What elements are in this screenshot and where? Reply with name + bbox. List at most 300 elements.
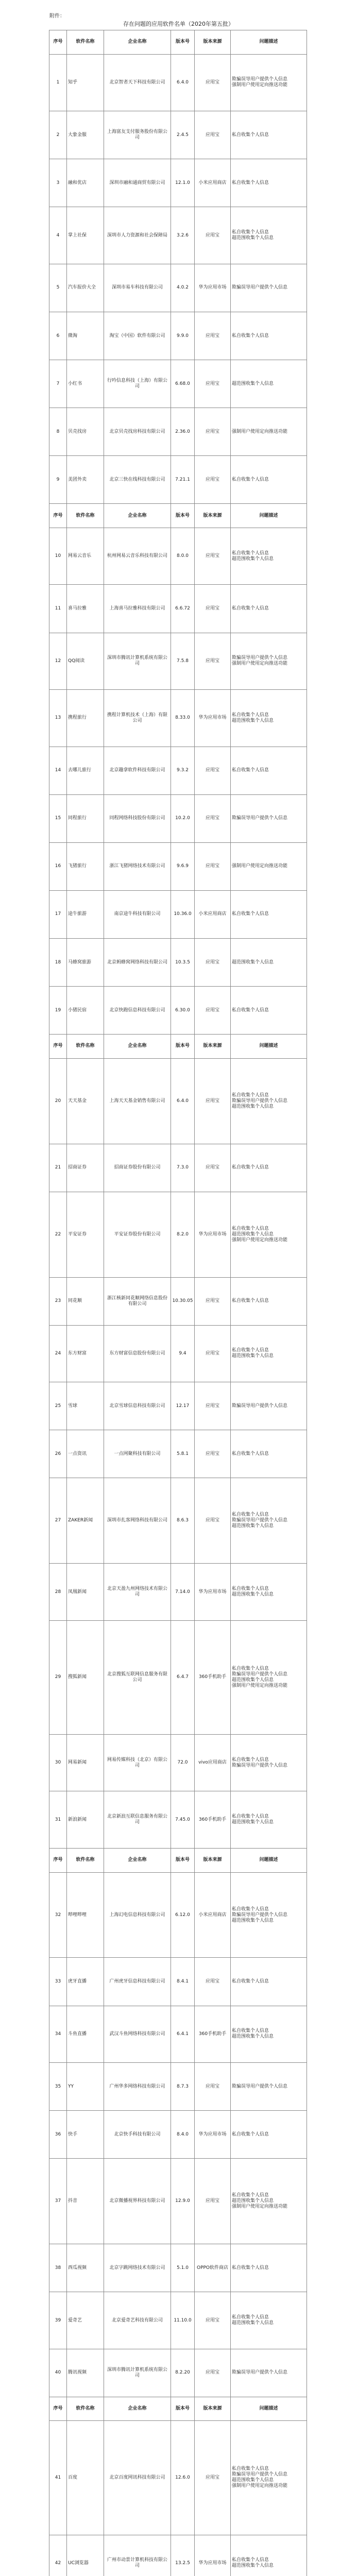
row-problem [231,1620,307,1734]
problem-item: 欺骗误导用户提供个人信息 [232,1912,288,1918]
row-seq: 18 [49,939,67,987]
header-problem: 问题描述 [231,30,307,55]
row-company: 深圳市易车科技有限公司 [104,264,171,312]
row-source: 应用宝 [195,585,231,633]
row-source: 应用宝 [195,2063,231,2111]
row-source: 应用宝 [195,1958,231,2006]
row-source: 应用宝 [195,794,231,842]
header-problem: 问题描述 [231,1849,307,1873]
problem-item: 强制用户使用定向推送功能 [232,82,288,88]
row-seq: 12 [49,633,67,690]
problem-item: 强制用户使用定向推送功能 [232,2204,288,2210]
row-source: 华为应用市场 [195,1564,231,1621]
row-source: 应用宝 [195,987,231,1035]
row-problem [231,1478,307,1564]
problem-item: 私自收集个人信息 [232,180,269,185]
table-row [49,1058,307,1144]
problem-item: 私自收集个人信息 [232,1512,269,1518]
row-company: 上海喜马拉雅科技有限公司 [104,585,171,633]
row-seq: 26 [49,1430,67,1478]
row-seq: 32 [49,1872,67,1958]
row-version: 5.8.1 [171,1430,195,1478]
row-seq: 33 [49,1958,67,2006]
problem-item: 欺骗误导用户提供个人信息 [232,2370,288,2376]
row-source: 华为应用市场 [195,1192,231,1277]
problem-item: 强制用户使用定向推送功能 [232,1683,288,1688]
row-seq: 41 [49,2421,67,2535]
header-seq: 序号 [49,1849,67,1873]
problem-item: 私自收集个人信息 [232,1586,269,1592]
row-company: 北京三快在线科技有限公司 [104,456,171,504]
row-company: 北京快手科技有限公司 [104,2111,171,2159]
table-row [49,1325,307,1382]
row-version: 8.2.0 [171,1192,195,1277]
problem-item: 强制用户使用定向推送功能 [232,1237,288,1243]
problem-item: 超范围收集个人信息 [232,381,274,386]
row-seq: 15 [49,794,67,842]
table-header-row [49,1849,307,1873]
problem-item: 私自收集个人信息 [232,1226,269,1231]
app-list-table [49,30,307,2576]
row-source: 应用宝 [195,747,231,794]
row-problem [231,1734,307,1791]
row-problem [231,1058,307,1144]
table-row [49,2535,307,2576]
row-problem [231,2006,307,2063]
row-source: 360手机助手 [195,2006,231,2063]
row-source: 应用宝 [195,111,231,159]
header-problem: 问题描述 [231,1035,307,1059]
row-seq: 1 [49,54,67,111]
row-source: 应用宝 [195,2349,231,2397]
header-source: 版本来源 [195,30,231,55]
row-company: 北京天盈九州网络技术有限公司 [104,1564,171,1621]
row-app-name: 网易新闻 [67,1734,104,1791]
header-company: 企业名称 [104,1035,171,1059]
row-seq: 20 [49,1058,67,1144]
problem-item: 欺骗误导用户提供个人信息 [232,285,288,291]
problem-item: 欺骗误导用户提供个人信息 [232,1671,288,1677]
problem-item: 私自收集个人信息 [232,911,269,917]
row-app-name: 雪球 [67,1382,104,1430]
row-company: 行吟信息科技（上海）有限公司 [104,360,171,408]
table-row [49,1382,307,1430]
row-source: 应用宝 [195,360,231,408]
row-app-name: 汽车报价大全 [67,264,104,312]
problem-item: 欺骗误导用户提供个人信息 [232,655,288,661]
problem-item: 超范围收集个人信息 [232,235,274,241]
row-app-name: 招商证券 [67,1144,104,1192]
row-source: 应用宝 [195,408,231,456]
problem-item: 私自收集个人信息 [232,1814,269,1820]
problem-item: 超范围收集个人信息 [232,2034,274,2040]
problem-item: 超范围收集个人信息 [232,1231,274,1237]
row-app-name: 马蜂窝旅游 [67,939,104,987]
row-app-name: 爱奇艺 [67,2292,104,2349]
row-problem [231,111,307,159]
document-title: 存在问题的应用软件名单（2020年第五批） [123,21,234,27]
row-version: 6.12.0 [171,1872,195,1958]
row-app-name: 飞猪旅行 [67,842,104,890]
row-source: 应用宝 [195,456,231,504]
problem-item: 超范围收集个人信息 [232,1677,274,1683]
row-version: 8.33.0 [171,690,195,747]
problem-item: 私自收集个人信息 [232,2028,269,2034]
table-row [49,1734,307,1791]
row-app-name: 哔哩哔哩 [67,1872,104,1958]
row-company: 上海富友支付服务股份有限公司 [104,111,171,159]
row-company: 网易传媒科技（北京）有限公司 [104,1734,171,1791]
row-app-name: 一点资讯 [67,1430,104,1478]
header-problem: 问题描述 [231,2397,307,2421]
problem-item: 私自收集个人信息 [232,1451,269,1456]
row-problem [231,1382,307,1430]
row-company: 深圳市融和通商贸有限公司 [104,159,171,207]
problem-item: 私自收集个人信息 [232,1092,269,1098]
table-body [49,30,307,2576]
row-app-name: 同程旅行 [67,794,104,842]
row-version: 12.17 [171,1382,195,1430]
problem-item: 私自收集个人信息 [232,1007,269,1013]
problem-item: 欺骗误导用户提供个人信息 [232,1762,288,1768]
row-version: 72.0 [171,1734,195,1791]
table-row [49,1144,307,1192]
problem-item: 超范围收集个人信息 [232,1104,274,1109]
row-source: 应用宝 [195,633,231,690]
row-source: 应用宝 [195,1430,231,1478]
problem-item: 超范围收集个人信息 [232,1592,274,1598]
row-problem [231,2063,307,2111]
header-seq: 序号 [49,30,67,55]
row-company: 上海幻电信息科技有限公司 [104,1872,171,1958]
table-header-row [49,2397,307,2421]
row-version: 8.0.0 [171,528,195,585]
problem-item: 私自收集个人信息 [232,2131,269,2137]
row-version: 8.7.3 [171,2063,195,2111]
header-problem: 问题描述 [231,504,307,528]
table-row [49,159,307,207]
row-app-name: 百度 [67,2421,104,2535]
table-row [49,2111,307,2159]
row-version: 8.6.3 [171,1478,195,1564]
row-seq: 42 [49,2535,67,2576]
row-version: 6.30.0 [171,987,195,1035]
header-seq: 序号 [49,1035,67,1059]
row-seq: 16 [49,842,67,890]
table-row [49,633,307,690]
problem-item: 私自收集个人信息 [232,1978,269,1984]
row-seq: 19 [49,987,67,1035]
row-seq: 3 [49,159,67,207]
row-company: 上海天天基金销售有限公司 [104,1058,171,1144]
problem-item: 超范围收集个人信息 [232,556,274,562]
row-company: 招商证券股份有限公司 [104,1144,171,1192]
row-seq: 34 [49,2006,67,2063]
problem-item: 欺骗误导用户提供个人信息 [232,1518,288,1523]
row-seq: 25 [49,1382,67,1430]
problem-item: 超范围收集个人信息 [232,2478,274,2483]
row-seq: 38 [49,2244,67,2292]
row-problem [231,690,307,747]
table-row [49,1958,307,2006]
table-header-row [49,30,307,55]
row-version: 10.36.0 [171,890,195,938]
row-source: 应用宝 [195,939,231,987]
header-company: 企业名称 [104,1849,171,1873]
row-version: 11.10.0 [171,2292,195,2349]
problem-item: 私自收集个人信息 [232,712,269,718]
problem-item: 私自收集个人信息 [232,230,269,235]
row-version: 10.2.0 [171,794,195,842]
row-app-name: 网易云音乐 [67,528,104,585]
row-seq: 37 [49,2159,67,2244]
problem-item: 超范围收集个人信息 [232,959,274,965]
row-problem [231,747,307,794]
table-row [49,312,307,360]
row-company: 南京途牛科技有限公司 [104,890,171,938]
problem-item: 私自收集个人信息 [232,2315,269,2320]
row-version: 7.21.1 [171,456,195,504]
table-row [49,1277,307,1325]
row-company: 北京百度网讯科技有限公司 [104,2421,171,2535]
row-problem [231,1277,307,1325]
problem-item: 超范围收集个人信息 [232,1353,274,1359]
row-version: 9.6.9 [171,842,195,890]
row-problem [231,585,307,633]
row-version: 8.2.20 [171,2349,195,2397]
table-row [49,2159,307,2244]
row-problem [231,1872,307,1958]
row-seq: 29 [49,1620,67,1734]
problem-item: 私自收集个人信息 [232,1666,269,1671]
row-problem [231,2292,307,2349]
row-app-name: 掌上社保 [67,207,104,264]
row-seq: 35 [49,2063,67,2111]
problem-item: 超范围收集个人信息 [232,1918,274,1923]
row-version: 12.1.0 [171,159,195,207]
header-version: 版本号 [171,2397,195,2421]
table-row [49,2421,307,2535]
row-problem [231,1564,307,1621]
problem-item: 私自收集个人信息 [232,1757,269,1762]
row-company: 深圳市腾讯计算机系统有限公司 [104,2349,171,2397]
row-company: 浙江核新同花顺网络信息股份有限公司 [104,1277,171,1325]
row-app-name: 去哪儿旅行 [67,747,104,794]
table-row [49,207,307,264]
row-seq: 14 [49,747,67,794]
row-source: 小米应用商店 [195,159,231,207]
row-app-name: 抖音 [67,2159,104,2244]
row-seq: 11 [49,585,67,633]
row-app-name: 天天基金 [67,1058,104,1144]
row-app-name: 大象金服 [67,111,104,159]
row-app-name: ZAKER新闻 [67,1478,104,1564]
table-row [49,528,307,585]
row-problem [231,1958,307,2006]
row-company: 淘宝（中国）软件有限公司 [104,312,171,360]
row-problem [231,360,307,408]
problem-item: 超范围收集个人信息 [232,718,274,723]
problem-item: 超范围收集个人信息 [232,1523,274,1529]
problem-item: 欺骗误导用户提供个人信息 [232,1098,288,1104]
row-source: 360手机助手 [195,1791,231,1849]
row-company: 北京爱奇艺科技有限公司 [104,2292,171,2349]
row-version: 6.4.1 [171,2006,195,2063]
row-problem [231,1430,307,1478]
header-seq: 序号 [49,504,67,528]
row-app-name: 携程旅行 [67,690,104,747]
row-version: 7.5.8 [171,633,195,690]
row-problem [231,939,307,987]
row-company: 携程计算机技术（上海）有限公司 [104,690,171,747]
row-source: 应用宝 [195,528,231,585]
row-source: 应用宝 [195,1382,231,1430]
header-app-name: 软件名称 [67,1035,104,1059]
row-company: 北京新浪互联信息服务有限公司 [104,1791,171,1849]
table-row [49,2244,307,2292]
row-company: 北京智者天下科技有限公司 [104,54,171,111]
row-seq: 39 [49,2292,67,2349]
problem-item: 私自收集个人信息 [232,1298,269,1304]
table-row [49,54,307,111]
table-row [49,2349,307,2397]
row-version: 5.1.0 [171,2244,195,2292]
row-problem [231,987,307,1035]
row-version: 8.4.0 [171,2111,195,2159]
row-problem [231,1144,307,1192]
row-app-name: 小红书 [67,360,104,408]
row-company: 北京字跳网络技术有限公司 [104,2244,171,2292]
row-company: 同程网络科技股份有限公司 [104,794,171,842]
row-app-name: 虎牙直播 [67,1958,104,2006]
header-source: 版本来源 [195,504,231,528]
row-app-name: 融和优店 [67,159,104,207]
problem-item: 私自收集个人信息 [232,768,269,773]
problem-item: 私自收集个人信息 [232,2557,269,2563]
header-app-name: 软件名称 [67,30,104,55]
row-problem [231,1325,307,1382]
row-version: 12.6.0 [171,2421,195,2535]
row-company: 深圳市腾讯计算机系统有限公司 [104,633,171,690]
row-company: 北京搜狐互联网信息服务有限公司 [104,1620,171,1734]
row-problem [231,54,307,111]
row-version: 3.2.6 [171,207,195,264]
row-problem [231,794,307,842]
problem-item: 欺骗误导用户提供个人信息 [232,1403,288,1409]
row-problem [231,2421,307,2535]
row-seq: 40 [49,2349,67,2397]
header-version: 版本号 [171,1849,195,1873]
row-app-name: 搜狐新闻 [67,1620,104,1734]
row-version: 12.9.0 [171,2159,195,2244]
row-seq: 27 [49,1478,67,1564]
row-version: 10.30.05 [171,1277,195,1325]
row-seq: 23 [49,1277,67,1325]
row-problem [231,159,307,207]
problem-item: 欺骗误导用户提供个人信息 [232,816,288,821]
row-problem [231,528,307,585]
row-version: 2.4.5 [171,111,195,159]
row-version: 9.4 [171,1325,195,1382]
row-seq: 9 [49,456,67,504]
row-company: 深圳市人力资源和社会保障局 [104,207,171,264]
table-row [49,456,307,504]
row-problem [231,1192,307,1277]
table-header-row [49,1035,307,1059]
table-row [49,111,307,159]
problem-item: 超范围收集个人信息 [232,2563,274,2569]
header-app-name: 软件名称 [67,1849,104,1873]
row-seq: 30 [49,1734,67,1791]
row-app-name: 平安证券 [67,1192,104,1277]
row-seq: 6 [49,312,67,360]
table-row [49,890,307,938]
row-app-name: 贝壳找房 [67,408,104,456]
table-row [49,2292,307,2349]
row-seq: 21 [49,1144,67,1192]
row-source: 应用宝 [195,54,231,111]
row-seq: 10 [49,528,67,585]
row-version: 8.4.1 [171,1958,195,2006]
row-problem [231,456,307,504]
row-app-name: 东方财富 [67,1325,104,1382]
row-seq: 8 [49,408,67,456]
row-seq: 13 [49,690,67,747]
row-version: 6.6.72 [171,585,195,633]
table-row [49,842,307,890]
row-app-name: UC浏览器 [67,2535,104,2576]
table-row [49,2006,307,2063]
problem-item: 欺骗误导用户提供个人信息 [232,2083,288,2089]
row-version: 6.4.7 [171,1620,195,1734]
row-app-name: 微淘 [67,312,104,360]
row-version: 7.45.0 [171,1791,195,1849]
table-row [49,690,307,747]
row-seq: 22 [49,1192,67,1277]
row-seq: 17 [49,890,67,938]
table-row [49,1478,307,1564]
row-app-name: 腾讯视频 [67,2349,104,2397]
row-app-name: 知乎 [67,54,104,111]
table-header-row [49,504,307,528]
problem-item: 私自收集个人信息 [232,333,269,338]
row-source: 应用宝 [195,1058,231,1144]
problem-item: 私自收集个人信息 [232,2193,269,2198]
problem-item: 私自收集个人信息 [232,550,269,556]
row-version: 13.2.5 [171,2535,195,2576]
problem-item: 私自收集个人信息 [232,2466,269,2472]
problem-item: 私自收集个人信息 [232,605,269,611]
table-row [49,585,307,633]
row-app-name: 途牛旅游 [67,890,104,938]
row-company: 东方财富信息股份有限公司 [104,1325,171,1382]
table-row [49,939,307,987]
row-app-name: 喜马拉雅 [67,585,104,633]
row-company: 北京蚂蜂窝网络科技有限公司 [104,939,171,987]
row-source: 应用宝 [195,2292,231,2349]
problem-item: 欺骗误导用户提供个人信息 [232,77,288,82]
row-seq: 36 [49,2111,67,2159]
table-row [49,1791,307,1849]
row-source: 应用宝 [195,2421,231,2535]
header-source: 版本来源 [195,2397,231,2421]
row-app-name: 西瓜视频 [67,2244,104,2292]
problem-item: 超范围收集个人信息 [232,2320,274,2326]
header-app-name: 软件名称 [67,504,104,528]
row-source: 应用宝 [195,1478,231,1564]
row-source: 小米应用商店 [195,890,231,938]
row-source: 小米应用商店 [195,1872,231,1958]
